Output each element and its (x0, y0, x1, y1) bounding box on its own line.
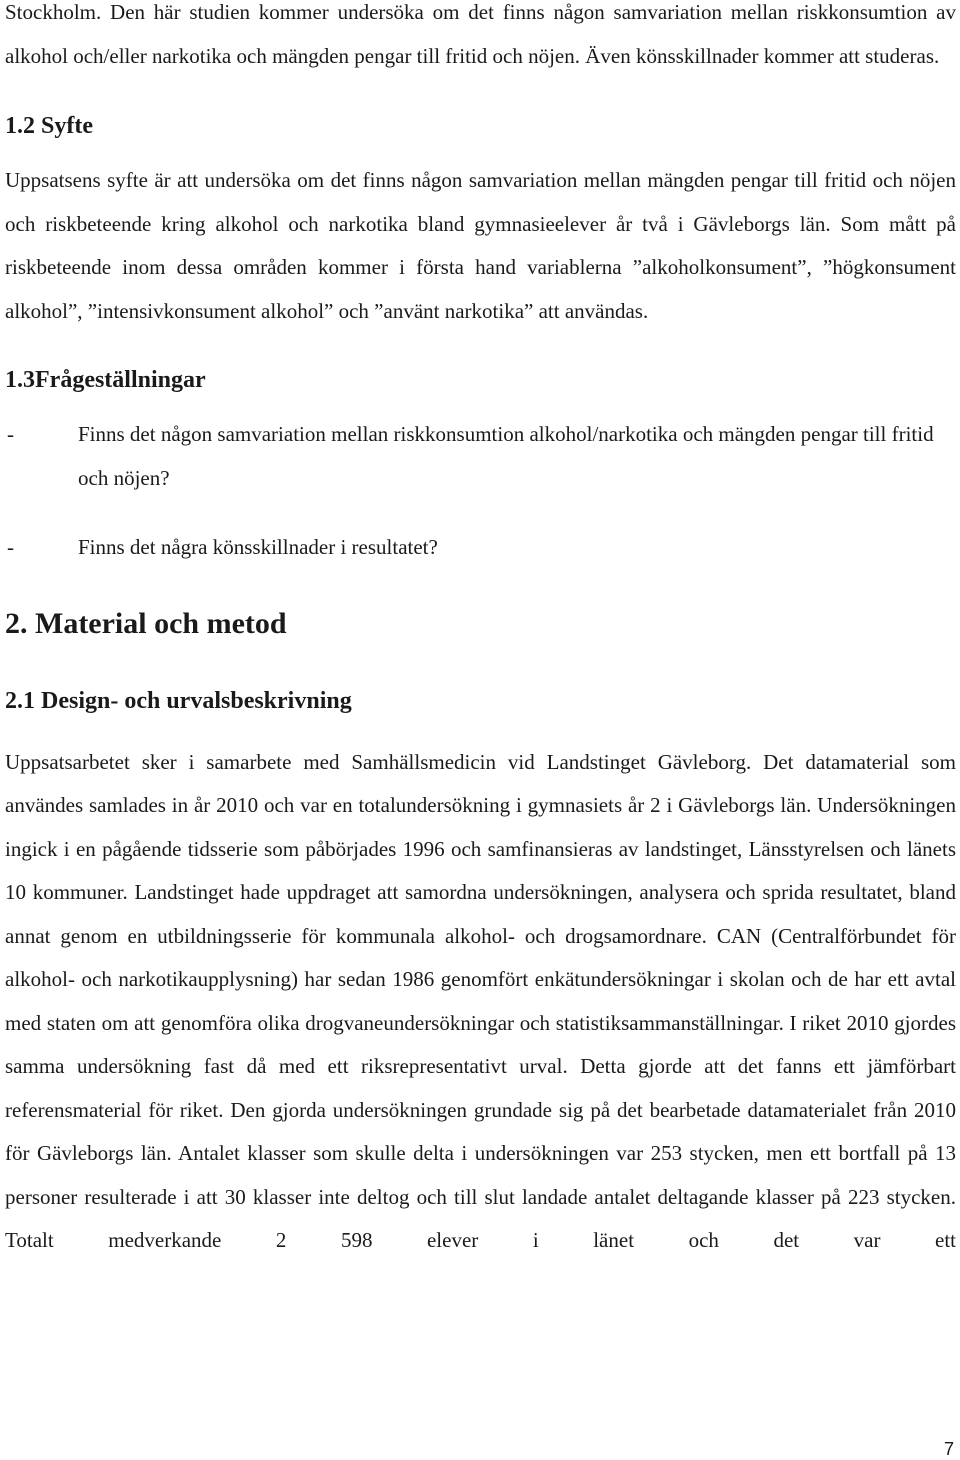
document-page (5, 0, 956, 1263)
question-list (5, 413, 956, 570)
dash-bullet: - (7, 535, 14, 559)
page-number: 7 (943, 1439, 954, 1459)
section-heading-fragestallningar: 1.3Frågeställningar (5, 367, 206, 393)
dash-bullet: - (7, 422, 14, 446)
section-heading-design: 2.1 Design- och urvalsbeskrivning (5, 687, 352, 714)
design-paragraph: Uppsatsarbetet sker i samarbete med Samhällsmedicin vid Landstinget Gävleborg. Det datamaterial som användes samlades in år 2010 och var en totalundersökning i gymnasiets år 2 i Gävleborgs län. Undersökningen ingick i en pågående tidsserie som påbörjades 1996 och samfinansieras av landstinget, Länsstyrelsen och länets 10 kommuner. Landstinget hade uppdraget att samordna undersökningen, analysera och sprida resultatet, bland annat genom en utbildningsserie för kommunala alkohol- och drogsamordnare. CAN (Centralförbundet för alkohol- och narkotikaupplysning) har sedan 1986 genomfört enkätundersökningar i skolan och de har ett avtal med staten om att genomföra olika drogvaneundersökningar och statistiksammanställningar. I riket 2010 gjordes samma undersökning fast då med ett riksrepresentativt urval. Detta gjorde att det fanns ett jämförbart referensmaterial för riket. Den gjorda undersökningen grundade sig på det bearbetade datamaterialet från 2010 för Gävleborgs län. Antalet klasser som skulle delta i undersökningen var 253 stycken, men ett bortfall på 13 personer resulterade i att 30 klasser inte deltog och till slut landade antalet deltagande klasser på 223 stycken. Totalt medverkande 2 598 elever i länet och det var ett (5, 749, 956, 1252)
question-text: Finns det några könsskillnader i resultatet? (78, 535, 438, 559)
syfte-paragraph: Uppsatsens syfte är att undersöka om det finns någon samvariation mellan mängden pengar till fritid och nöjen och riskbeteende kring alkohol och narkotika bland gymnasieelever år två i Gävleborgs län. Som mått på riskbeteende inom dessa områden kommer i första hand variablerna ”alkoholkonsument”, ”högkonsument alkohol”, ”intensivkonsument alkohol” och ”använt narkotika” att användas. (5, 168, 956, 323)
question-item (5, 526, 956, 570)
question-item (5, 413, 956, 500)
section-heading-material-och-metod: 2. Material och metod (5, 606, 287, 640)
section-heading-syfte: 1.2 Syfte (5, 113, 93, 139)
question-text: Finns det någon samvariation mellan riskkonsumtion alkohol/narkotika och mängden pengar till fritid och nöjen? (78, 422, 934, 490)
intro-paragraph: Stockholm. Den här studien kommer undersöka om det finns någon samvariation mellan riskkonsumtion av alkohol och/eller narkotika och mängden pengar till fritid och nöjen. Även könsskillnader kommer att studeras. (5, 0, 956, 68)
